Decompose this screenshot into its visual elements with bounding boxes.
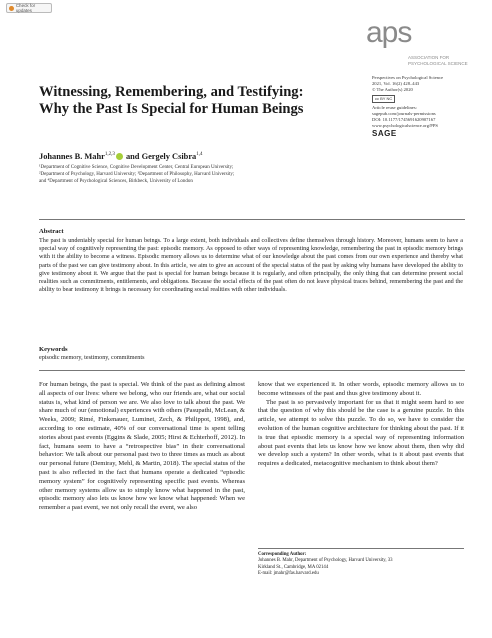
copyright: © The Author(s) 2020: [372, 87, 413, 92]
aps-tagline: [408, 55, 468, 66]
reuse-guidelines-label: Article reuse guidelines:: [372, 105, 417, 110]
affiliation-2: ²Department of Psychology, Harvard University; ³Department of Philosophy, Harvard University;: [39, 171, 235, 177]
journal-url[interactable]: www.psychologicalscience.org/PPS: [372, 123, 438, 128]
corresponding-author-label: Corresponding Author:: [258, 552, 307, 557]
sage-logo: SAGE: [372, 129, 397, 138]
divider: [39, 370, 465, 371]
check-for-updates-badge[interactable]: [6, 3, 52, 13]
body-column-left: [39, 381, 245, 513]
corresponding-address: Kirkland St., Cambridge, MA 02144: [258, 564, 329, 570]
divider: [258, 548, 464, 549]
aps-logo: [356, 16, 466, 66]
body-paragraph: For human beings, the past is special. We think of the past as defining almost all aspects of our lives: where we belong, who our friends are, what our social status is, what kind of person we are. We also love to talk about the past. We share much of our (emotional) experiences with others (Pasupathi, McLean, & Weeks, 2009; Rimé, Finkenauer, Luminet, Zech, & Philippot, 1998), and, according to one estimate, 40% of our conversational time is spent telling stories about past events (Eggins & Slade, 2005; Hirst & Echterhoff, 2012). In fact, humans seem to have a “retrospective bias” in their conversational behavior: We talk about our personal past two to three times as much as about our personal future (Demiray, Mehl, & Martin, 2018). The special status of the past is also reflected in the fact that humans operate a dedicated “episodic memory system” for cognitively representing specific past events. Whereas other memory systems allow us to simply know what happened in the past, episodic memory also lets us know how we know what happened: When we remember a past event, we not only recall the event, we also: [39, 381, 245, 512]
orcid-icon[interactable]: [116, 153, 123, 160]
abstract-text: The past is undeniably special for human beings. To a large extent, both individuals and collectives define themselves through history. Moreover, humans seem to have a special way of cognitively representing the past: episodic memory. As opposed to other ways of representing knowledge, remembering the past in episodic memory brings with it the ability to become a witness. Episodic memory allows us to determine what of our knowledge about the past comes from our own experience and thereby what parts of the past we can give testimony about. In this article, we aim to give an account of the special status of the past by asking why humans have developed the ability to give testimony about it. We argue that the past is special for human beings because it is regularly, and often principally, the only thing that can determine present social realities such as commitments, entitlements, and obligations. Because the social effects of the past often do not leave physical traces behind, remembering the past and the ability to bear testimony it brings is necessary for coordinating social realities with other individuals.: [39, 238, 463, 294]
aps-tagline-line-2: PSYCHOLOGICAL SCIENCE: [408, 60, 468, 66]
affiliation-1: ¹Department of Cognitive Science, Cognitive Development Center, Central European University;: [39, 165, 234, 170]
author-1: Johannes B. Mahr: [39, 152, 105, 161]
author-line: [39, 152, 202, 161]
aps-wordmark: aps: [366, 16, 412, 49]
keywords-text: episodic memory, testimony, commitments: [39, 355, 145, 361]
author-2-affiliations: 1,4: [196, 152, 203, 158]
author-conjunction: and: [123, 152, 142, 161]
body-column-right: [258, 381, 464, 469]
aps-tagline-line-1: ASSOCIATION FOR: [408, 55, 450, 60]
check-for-updates-label: Check for updates: [15, 3, 36, 13]
author-1-affiliations: 1,2,3: [104, 152, 115, 158]
update-icon: [9, 6, 14, 11]
cc-license-icon: cc BY NC: [372, 95, 395, 103]
reuse-guidelines-link[interactable]: sagepub.com/journals-permissions: [372, 111, 436, 116]
corresponding-author: [258, 552, 468, 577]
doi[interactable]: DOI: 10.1177/1745691620907167: [372, 117, 436, 122]
keywords-heading: Keywords: [39, 346, 68, 353]
abstract-heading: Abstract: [39, 228, 64, 235]
journal-metadata: [372, 75, 487, 137]
author-2: Gergely Csibra: [141, 152, 197, 161]
journal-volume: 2021, Vol. 16(2) 428–443: [372, 81, 420, 86]
body-paragraph: The past is so pervasively important for us that it might seem hard to see that the question of why this should be the case is a genuine puzzle. In this article, we attempt to solve this puzzle. To do so, we have to consider the evolution of the human cognitive architecture for thinking about the past. If it is true that episodic memory is a special way of representing information about past events that lets us know how we know about them, then why did we develop such a system? In other words, what is it about past events that requires a dedicated, metacognitive mechanism to think about them?: [258, 398, 464, 468]
corresponding-address: Johannes B. Mahr, Department of Psychology, Harvard University, 33: [258, 558, 393, 564]
journal-name: Perspectives on Psychological Science: [372, 75, 444, 80]
divider: [39, 219, 465, 220]
body-paragraph: know that we experienced it. In other words, episodic memory allows us to become witnesses of the past and thus give testimony about it.: [258, 381, 464, 397]
article-title: Witnessing, Remembering, and Testifying: Why the Past Is Special for Human Beings: [39, 84, 304, 117]
affiliation-3: and ⁴Department of Psychological Sciences, Birkbeck, University of London: [39, 178, 193, 184]
corresponding-email[interactable]: E-mail: jmahr@fas.harvard.edu: [258, 570, 319, 576]
affiliations: [39, 165, 379, 185]
